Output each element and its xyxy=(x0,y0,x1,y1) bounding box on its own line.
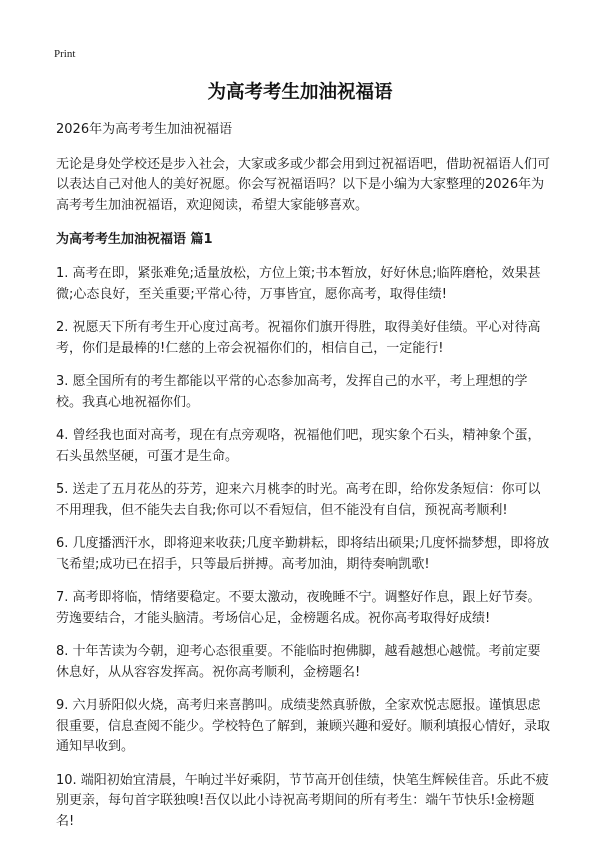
print-link[interactable]: Print xyxy=(54,48,76,60)
article-body xyxy=(56,120,550,845)
blessing-item-3: 3. 愿全国所有的考生都能以平常的心态参加高考，发挥自己的水平，考上理想的学校。我真心地祝福你们。 xyxy=(56,374,528,410)
blessing-item-5: 5. 送走了五月花丛的芬芳，迎来六月桃李的时光。高考在即，给你发条短信：你可以不用理我，但不能失去自我;你可以不看短信，但不能没有自信，预祝高考顺利! xyxy=(56,482,541,518)
blessing-item-7: 7. 高考即将临，情绪要稳定。不要太激动，夜晚睡不宁。调整好作息，跟上好节奏。劳逸要结合，才能头脑清。考场信心足，金榜题名成。祝你高考取得好成绩! xyxy=(56,590,541,626)
blessing-item-2: 2. 祝愿天下所有考生开心度过高考。祝福你们旗开得胜，取得美好佳绩。平心对待高考，你们是最棒的!仁慈的上帝会祝福你们的，相信自己，一定能行! xyxy=(56,320,541,356)
section-heading: 为高考考生加油祝福语 篇1 xyxy=(56,232,213,247)
page-title: 为高考考生加油祝福语 xyxy=(207,82,393,103)
blessing-item-8: 8. 十年苦读为今朝，迎考心态很重要。不能临时抱佛脚，越看越想心越慌。考前定要休息好，从从容容发挥高。祝你高考顺利，金榜题名! xyxy=(56,644,541,680)
blessing-item-1: 1. 高考在即，紧张难免;适量放松，方位上策;书本暂放，好好休息;临阵磨枪，效果甚微;心态良好，至关重要;平常心待，万事皆宜，愿你高考，取得佳绩! xyxy=(56,266,541,302)
blessing-item-9: 9. 六月骄阳似火烧，高考归来喜鹊叫。成绩斐然真骄傲，全家欢悦志愿报。谨慎思虑很重要，信息查阅不能少。学校特色了解到，兼顾兴趣和爱好。顺利填报心情好，录取通知早收到。 xyxy=(56,698,551,754)
blessing-item-10: 10. 端阳初始宜清晨，午晌过半好乘阴，节节高开创佳绩，快笔生辉候佳音。乐此不疲别更亲，每句首字联独嗅!吾仅以此小诗祝高考期间的所有考生：端午节快乐!金榜题名! xyxy=(56,772,549,829)
article-subtitle: 2026年为高考考生加油祝福语 xyxy=(56,122,233,137)
blessing-item-4: 4. 曾经我也面对高考，现在有点旁观咯，祝福他们吧，现实象个石头，精神象个蛋，石头虽然坚硬，可蛋才是生命。 xyxy=(56,428,541,464)
blessing-item-6: 6. 几度播洒汗水，即将迎来收获;几度辛勤耕耘，即将结出硕果;几度怀揣梦想，即将放飞希望;成功已在招手，只等最后拼搏。高考加油，期待奏响凯歌! xyxy=(56,536,550,572)
intro-paragraph: 无论是身处学校还是步入社会，大家或多或少都会用到过祝福语吧，借助祝福语人们可以表达自己对他人的美好祝愿。你会写祝福语吗？以下是小编为大家整理的2026年为高考考生加油祝福语，欢迎阅读，希望大家能够喜欢。 xyxy=(56,156,551,213)
